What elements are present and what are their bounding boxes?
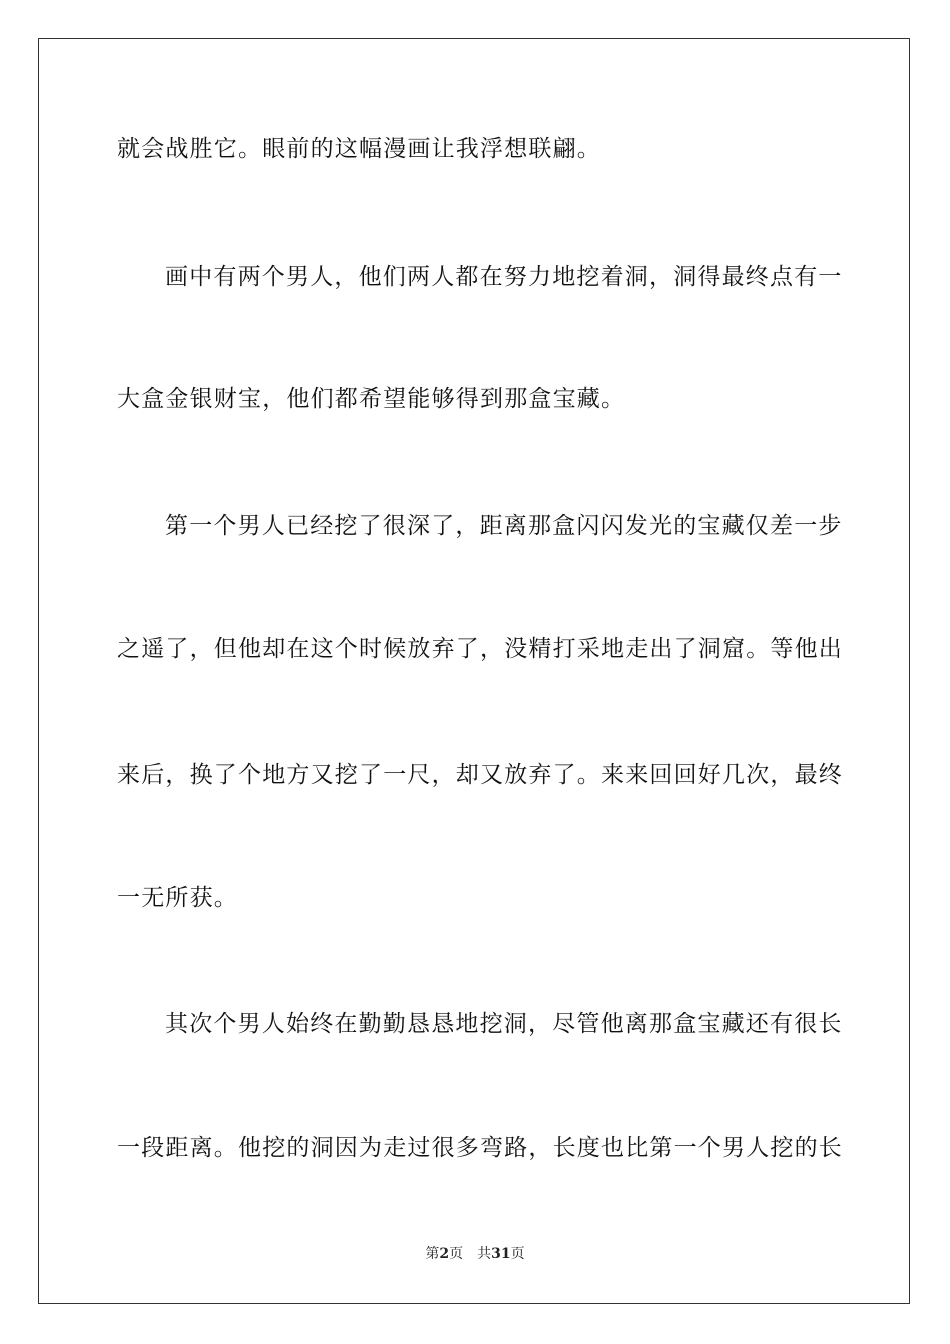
text-line-1: 就会战胜它。眼前的这幅漫画让我浮想联翩。 xyxy=(117,136,601,162)
text-line-2: 画中有两个男人，他们两人都在努力地挖着洞，洞得最终点有一 xyxy=(165,264,843,290)
page-border xyxy=(38,38,910,1304)
page-number: 2 xyxy=(439,1246,450,1262)
text-line-9: 一段距离。他挖的洞因为走过很多弯路，长度也比第一个男人挖的长 xyxy=(117,1135,843,1161)
text-line-8: 其次个男人始终在勤勤恳恳地挖洞，尽管他离那盒宝藏还有很长 xyxy=(165,1011,843,1037)
total-suffix: 页 xyxy=(510,1246,525,1262)
text-line-6: 来后，换了个地方又挖了一尺，却又放弃了。来来回回好几次，最终 xyxy=(117,762,843,788)
page-prefix: 第 xyxy=(425,1246,440,1262)
page-footer xyxy=(0,1244,950,1264)
total-pages: 31 xyxy=(491,1246,511,1262)
text-line-4: 第一个男人已经挖了很深了，距离那盒闪闪发光的宝藏仅差一步 xyxy=(165,513,843,539)
text-line-7: 一无所获。 xyxy=(117,885,238,911)
total-prefix: 共 xyxy=(477,1246,492,1262)
text-line-5: 之遥了，但他却在这个时候放弃了，没精打采地走出了洞窟。等他出 xyxy=(117,636,843,662)
page-suffix: 页 xyxy=(449,1246,464,1262)
text-line-3: 大盒金银财宝，他们都希望能够得到那盒宝藏。 xyxy=(117,386,626,412)
